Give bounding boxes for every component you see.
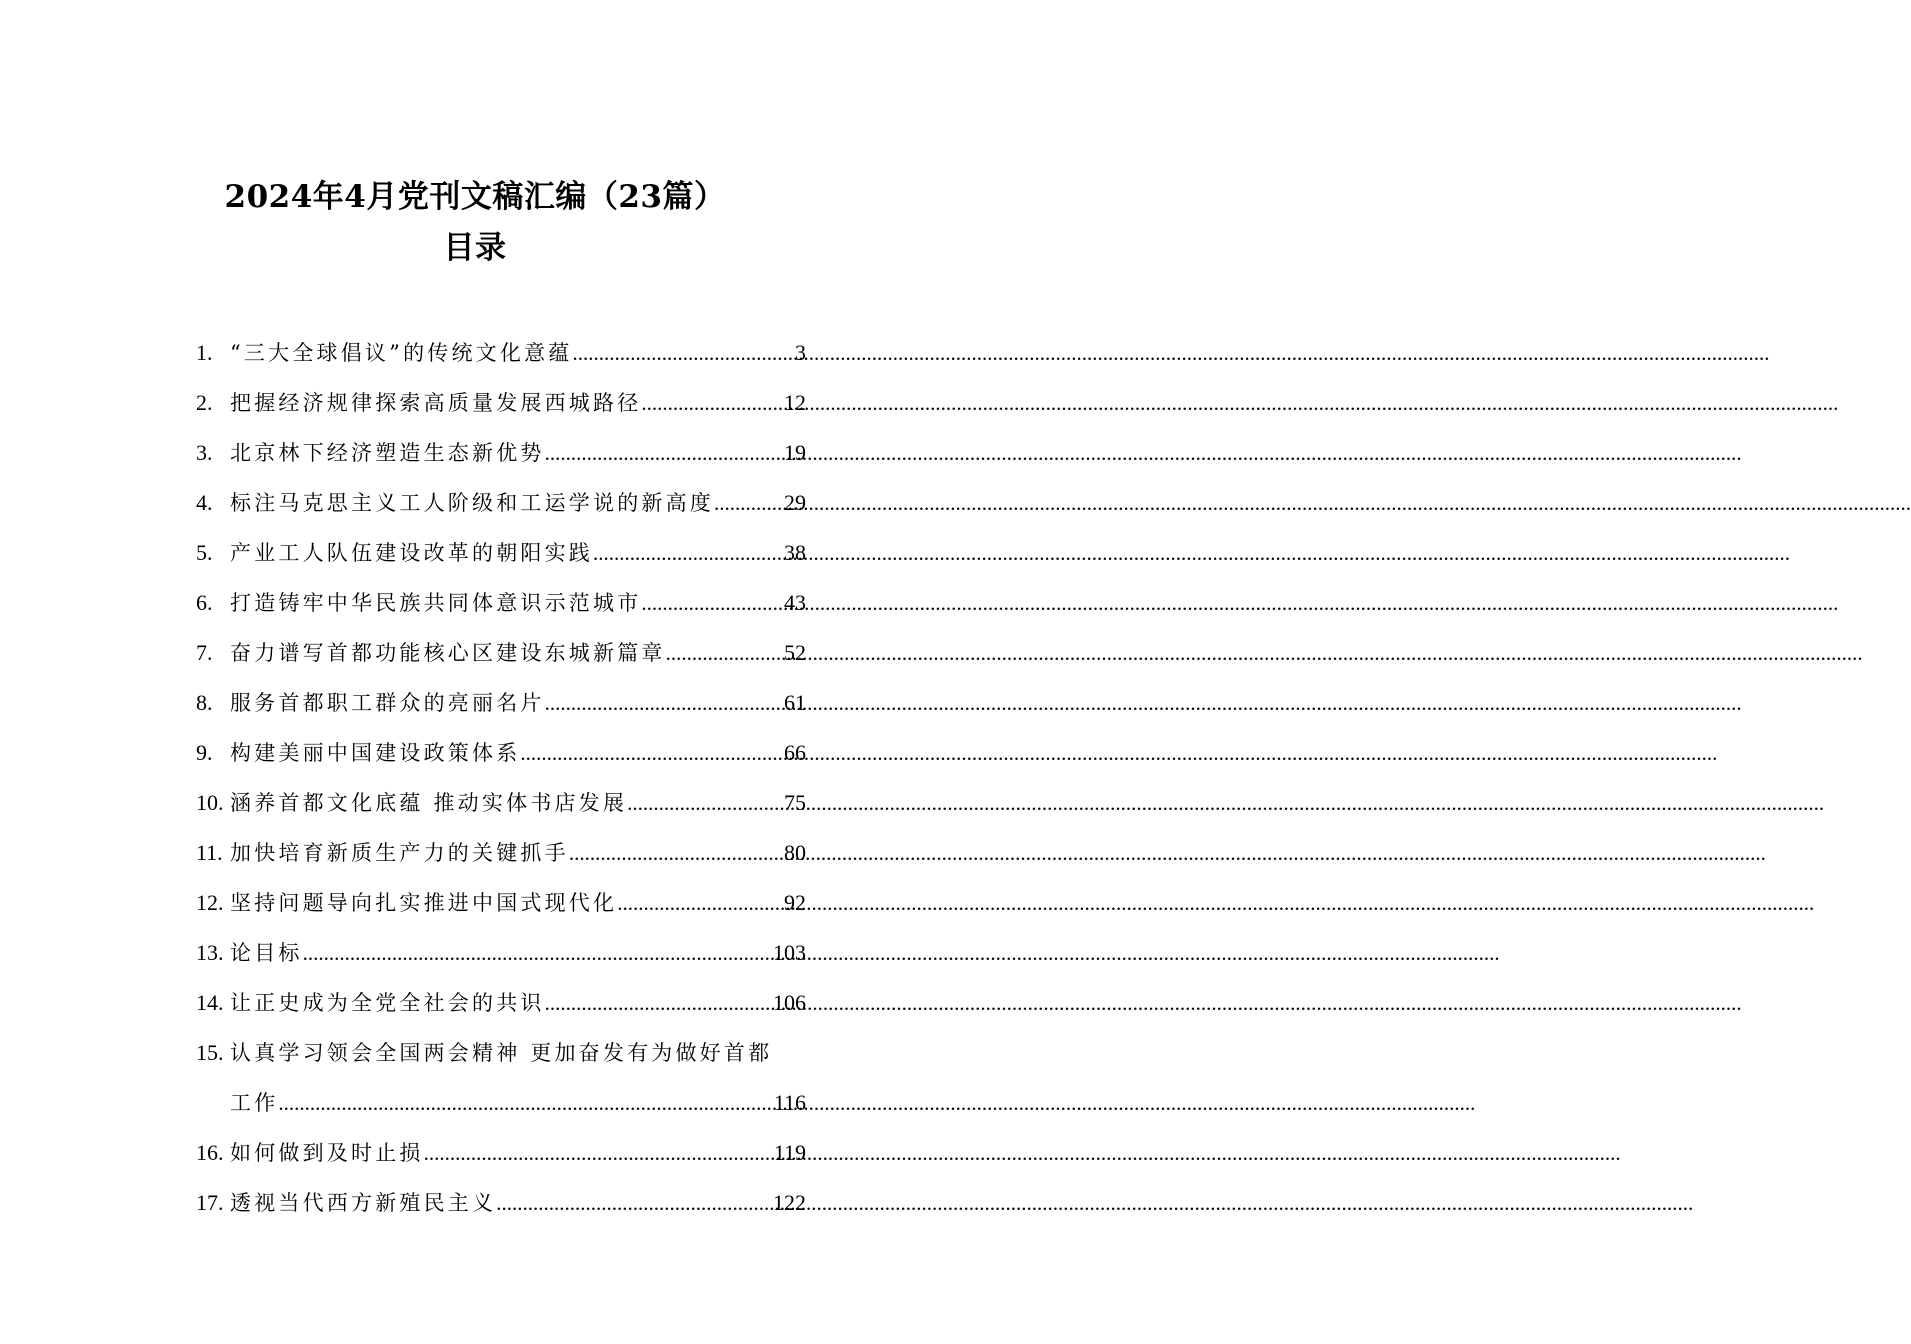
toc-leader-dots <box>424 1128 774 1178</box>
toc-leader-dots <box>641 378 784 428</box>
toc-entry-number: 9. <box>196 740 213 765</box>
toc-entry[interactable] <box>196 1128 806 1178</box>
toc-leader-dots <box>569 828 784 878</box>
toc-entry[interactable] <box>196 328 806 378</box>
toc-entry[interactable] <box>196 1028 806 1078</box>
toc-entry-number: 6. <box>196 590 213 615</box>
toc-entry[interactable] <box>196 478 806 528</box>
document-title: 2024年4月党刊文稿汇编（23篇） <box>224 179 726 215</box>
toc-entry-number: 16. <box>196 1140 224 1165</box>
toc-entry-number: 14. <box>196 990 224 1015</box>
toc-entry-page: 38 <box>784 540 806 565</box>
toc-entry-title: 产业工人队伍建设改革的朝阳实践 <box>230 541 593 565</box>
toc-entry-number: 5. <box>196 540 213 565</box>
toc-entry[interactable] <box>196 728 806 778</box>
toc-entry-title: 让正史成为全党全社会的共识 <box>230 991 545 1015</box>
toc-entry-page: 66 <box>784 740 806 765</box>
toc-entry-title: 坚持问题导向扎实推进中国式现代化 <box>230 891 618 915</box>
toc-entry-page: 3 <box>795 340 806 365</box>
toc-entry-number: 3. <box>196 440 213 465</box>
toc-entry-number: 15. <box>196 1040 224 1065</box>
toc-entry[interactable] <box>196 628 806 678</box>
toc-entry-number: 4. <box>196 490 213 515</box>
toc-entry-continuation[interactable] <box>196 1078 806 1128</box>
toc-leader-dots <box>545 978 773 1028</box>
toc-entry-title: 构建美丽中国建设政策体系 <box>230 741 521 765</box>
toc-entry-page: 12 <box>784 390 806 415</box>
toc-entry-number: 8. <box>196 690 213 715</box>
toc-entry-page: 119 <box>773 1140 806 1165</box>
toc-entry[interactable] <box>196 578 806 628</box>
toc-entry-title: 北京林下经济塑造生态新优势 <box>230 441 545 465</box>
toc-leader-dots <box>617 878 784 928</box>
toc-entry-page: 75 <box>784 790 806 815</box>
toc-entry-title: 认真学习领会全国两会精神 更加奋发有为做好首都 <box>230 1041 773 1065</box>
toc-entry-number: 10. <box>196 790 224 815</box>
toc-entry-title: 涵养首都文化底蕴 推动实体书店发展 <box>230 791 628 815</box>
toc-entry-page: 116 <box>773 1090 806 1115</box>
toc-entry-title: “三大全球倡议”的传统文化意蕴 <box>230 341 573 365</box>
toc-entry-page: 61 <box>784 690 806 715</box>
toc-entry-page: 103 <box>773 940 806 965</box>
toc-entry[interactable] <box>196 828 806 878</box>
toc-leader-dots <box>641 578 784 628</box>
toc-entry-number: 11. <box>196 840 223 865</box>
toc-entry-title: 标注马克思主义工人阶级和工运学说的新高度 <box>230 491 714 515</box>
toc-entry-number: 1. <box>196 340 213 365</box>
toc-leader-dots <box>666 628 784 678</box>
toc-entry-number: 7. <box>196 640 213 665</box>
toc-entry[interactable] <box>196 1178 806 1228</box>
toc-entry-page: 52 <box>784 640 806 665</box>
toc-leader-dots <box>545 678 784 728</box>
toc-entry-page: 29 <box>784 490 806 515</box>
toc-leader-dots <box>496 1178 773 1228</box>
toc-leader-dots <box>278 1078 773 1128</box>
toc-entry-title: 服务首都职工群众的亮丽名片 <box>230 691 545 715</box>
toc-entry[interactable] <box>196 678 806 728</box>
toc-entry-title: 把握经济规律探索高质量发展西城路径 <box>230 391 642 415</box>
toc-entry-title: 透视当代西方新殖民主义 <box>230 1191 497 1215</box>
toc-entry-number: 17. <box>196 1190 224 1215</box>
toc-leader-dots <box>572 328 795 378</box>
document-page <box>0 0 950 1344</box>
toc-entry[interactable] <box>196 528 806 578</box>
table-of-contents <box>196 328 806 1228</box>
toc-entry-title: 如何做到及时止损 <box>230 1141 424 1165</box>
toc-entry[interactable] <box>196 378 806 428</box>
toc-entry-number: 13. <box>196 940 224 965</box>
toc-leader-dots <box>714 478 784 528</box>
toc-leader-dots <box>520 728 784 778</box>
toc-entry-page: 122 <box>773 1190 806 1215</box>
toc-leader-dots <box>303 928 773 978</box>
toc-entry[interactable] <box>196 978 806 1028</box>
toc-entry-title: 论目标 <box>230 941 303 965</box>
toc-entry-page: 106 <box>773 990 806 1015</box>
toc-entry-title: 加快培育新质生产力的关键抓手 <box>230 841 569 865</box>
toc-entry[interactable] <box>196 778 806 828</box>
toc-entry[interactable] <box>196 928 806 978</box>
toc-entry[interactable] <box>196 428 806 478</box>
toc-entry-number: 12. <box>196 890 224 915</box>
toc-entry-page: 43 <box>784 590 806 615</box>
toc-heading: 目录 <box>443 230 507 266</box>
toc-entry-title: 奋力谱写首都功能核心区建设东城新篇章 <box>230 641 666 665</box>
toc-leader-dots <box>627 778 784 828</box>
toc-entry-page: 80 <box>784 840 806 865</box>
toc-entry-page: 92 <box>784 890 806 915</box>
toc-entry-page: 19 <box>784 440 806 465</box>
toc-leader-dots <box>593 528 784 578</box>
toc-entry-number: 2. <box>196 390 213 415</box>
toc-leader-dots <box>545 428 784 478</box>
toc-entry[interactable] <box>196 878 806 928</box>
toc-entry-title: 打造铸牢中华民族共同体意识示范城市 <box>230 591 642 615</box>
toc-entry-title-continued: 工作 <box>230 1091 279 1115</box>
